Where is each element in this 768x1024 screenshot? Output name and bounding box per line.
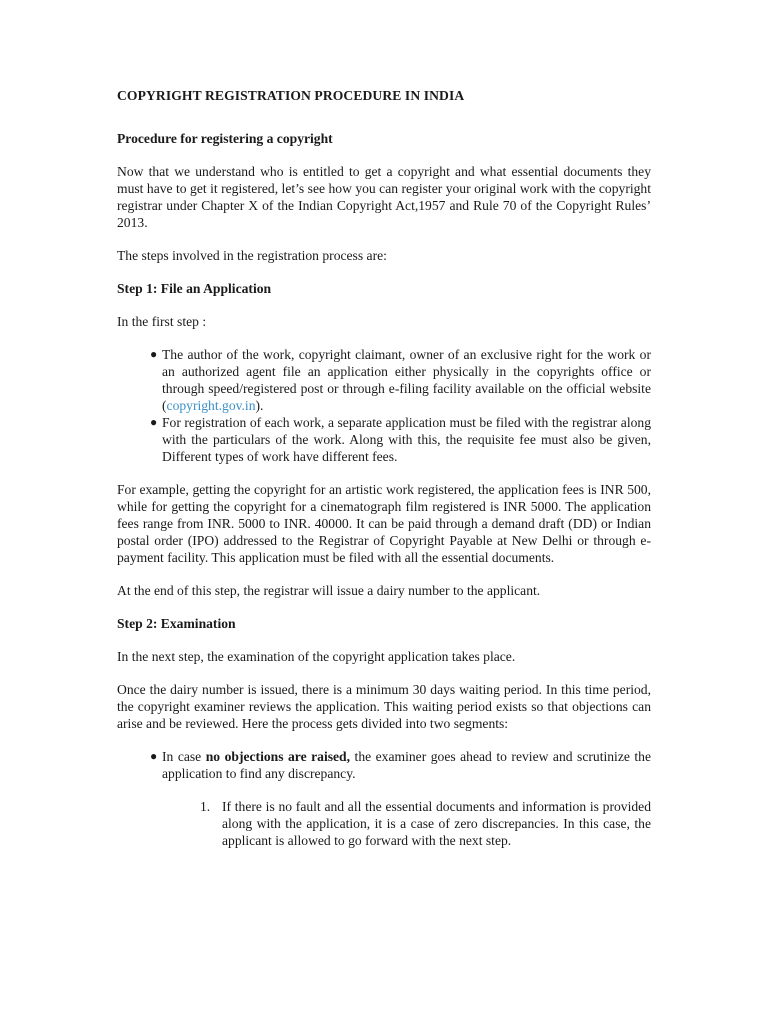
step1-bullet-item-2	[117, 414, 651, 465]
intro-paragraph: Now that we understand who is entitled to get a copyright and what essential documents they must have to get it registered, let’s see how you can register your original work with the copyright registrar under Chapter X of the Indian Copyright Act,1957 and Rule 70 of the Copyright Rules’ 2013.	[117, 164, 651, 230]
bullet-icon: ●	[150, 415, 158, 429]
step2-bullet-item-1	[117, 748, 651, 849]
section-heading: Procedure for registering a copyright	[117, 131, 333, 146]
steps-intro: The steps involved in the registration process are:	[117, 248, 387, 263]
step2-bullet1-bold: no objections are raised,	[205, 749, 351, 764]
step1-bullet-item-1	[117, 346, 651, 414]
step2-heading: Step 2: Examination	[117, 616, 236, 631]
step1-bullet2-text: For registration of each work, a separate application must be filed with the registrar along with the particulars of the work. Along with this, the requisite fee must also be given, Different types of work have different fees.	[162, 415, 651, 464]
step1-bullet1-tail: ).	[255, 398, 264, 413]
document-page	[117, 87, 651, 865]
step2-numbered-list	[162, 798, 651, 849]
step1-end-paragraph: At the end of this step, the registrar will issue a dairy number to the applicant.	[117, 583, 541, 598]
step2-bullet1-prefix: In case	[162, 749, 206, 764]
numbered-item-number: 1.	[200, 799, 211, 814]
bullet-icon: ●	[150, 749, 158, 763]
step1-bullet-list	[117, 346, 651, 465]
document-title: COPYRIGHT REGISTRATION PROCEDURE IN INDIA	[117, 88, 465, 103]
step2-bullet-list	[117, 748, 651, 849]
step2-lead: In the next step, the examination of the copyright application takes place.	[117, 649, 516, 664]
step1-bullet1-text: The author of the work, copyright claimant, owner of an exclusive right for the work or an authorized agent file an application either physically in the copyrights office or through speed/registered post or through e-filing facility available on the official website (	[162, 347, 651, 413]
step2-bullet1-rest: the examiner goes ahead to review and scrutinize the application to find any discrepancy.	[162, 749, 652, 781]
step1-heading: Step 1: File an Application	[117, 281, 272, 296]
step1-example-paragraph: For example, getting the copyright for an artistic work registered, the application fees is INR 500, while for getting the copyright for a cinematograph film registered is INR 5000. The application fees range from INR. 5000 to INR. 40000. It can be paid through a demand draft (DD) or Indian postal order (IPO) addressed to the Registrar of Copyright Payable at New Delhi or through e-payment facility. This application must be filed with all the essential documents.	[117, 482, 651, 565]
copyright-website-link[interactable]: copyright.gov.in	[166, 398, 256, 413]
step1-lead: In the first step :	[117, 314, 207, 329]
numbered-item-1	[162, 798, 651, 849]
numbered-item-text: If there is no fault and all the essential documents and information is provided along with the application, it is a case of zero discrepancies. In this case, the applicant is allowed to go forward with the next step.	[222, 799, 651, 848]
step2-paragraph: Once the dairy number is issued, there is a minimum 30 days waiting period. In this time period, the copyright examiner reviews the application. This waiting period exists so that objections can arise and be reviewed. Here the process gets divided into two segments:	[117, 682, 651, 731]
bullet-icon: ●	[150, 347, 158, 361]
